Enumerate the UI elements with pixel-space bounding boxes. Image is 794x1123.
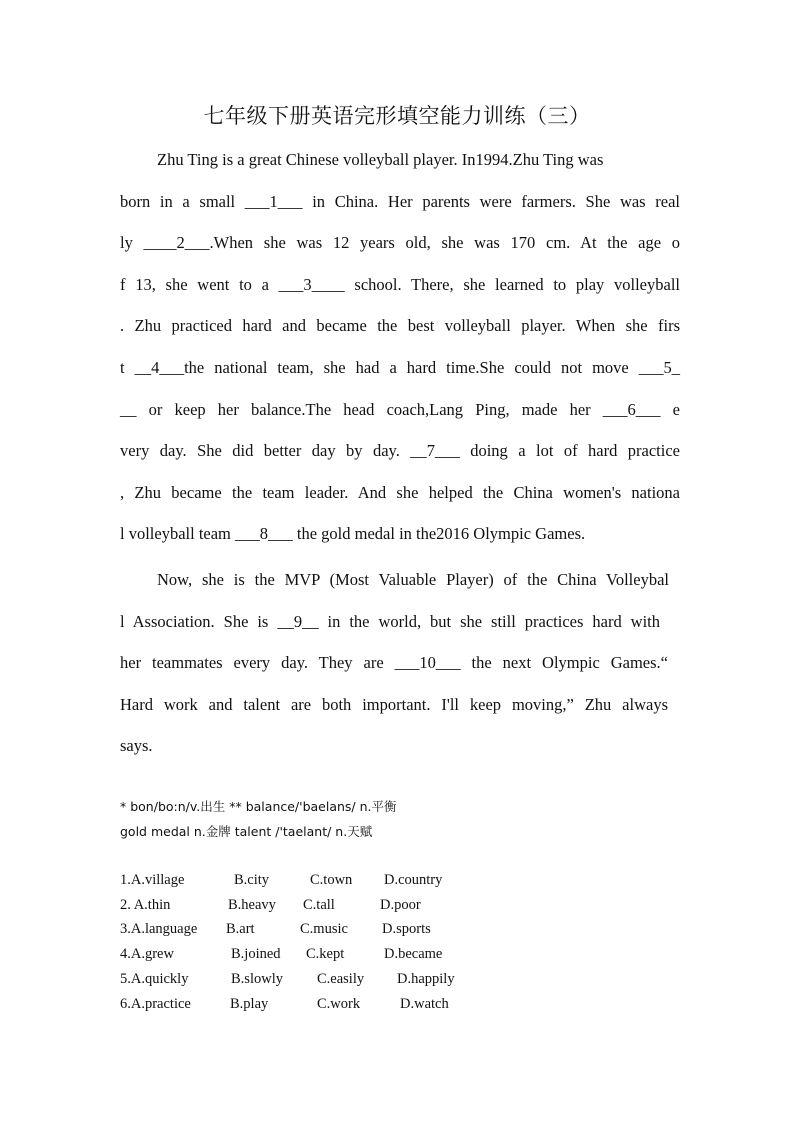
option-b: B.art <box>226 921 255 937</box>
option-b: B.joined <box>231 946 281 962</box>
option-a: 1.A.village <box>120 872 185 888</box>
vocab-note-2: gold medal n.金牌 talent /'taelant/ n.天赋 <box>120 824 373 839</box>
option-a: 6.A.practice <box>120 996 191 1012</box>
option-d: D.sports <box>382 921 431 937</box>
option-a: 3.A.language <box>120 921 198 937</box>
option-c: C.work <box>317 996 361 1012</box>
page-title: 七年级下册英语完形填空能力训练（三） <box>203 104 591 128</box>
vocab-note-1: * bon/bo:n/v.出生 ** balance/'baelans/ n.平衡 <box>120 799 397 814</box>
option-b: B.slowly <box>231 971 283 987</box>
option-b: B.heavy <box>228 897 276 913</box>
passage-line-13: her teammates every day. They are ___10___ the next Olympic Games.“ <box>120 653 668 672</box>
passage-line-11: Now, she is the MVP (Most Valuable Player) of the China Volleybal <box>157 570 669 589</box>
passage-line-10: l volleyball team ___8___ the gold medal in the2016 Olympic Games. <box>120 524 586 543</box>
passage-line-14: Hard work and talent are both important. I'll keep moving,” Zhu always <box>120 695 668 714</box>
option-c: C.tall <box>303 897 335 913</box>
passage-line-6: t __4___the national team, she had a hard time.She could not move ___5_ <box>120 358 680 377</box>
option-a: 4.A.grew <box>120 946 174 962</box>
passage-line-9: , Zhu became the team leader. And she helped the China women's nationa <box>120 483 680 502</box>
passage-line-2: born in a small ___1___ in China. Her parents were farmers. She was real <box>120 192 680 211</box>
passage-line-5: . Zhu practiced hard and became the best volleyball player. When she firs <box>120 316 680 335</box>
option-d: D.happily <box>397 971 455 987</box>
option-d: D.country <box>384 872 443 888</box>
option-a: 5.A.quickly <box>120 971 189 987</box>
passage-line-15: says. <box>120 736 153 755</box>
option-a: 2. A.thin <box>120 897 171 913</box>
option-b: B.city <box>234 872 270 888</box>
passage-line-7: __ or keep her balance.The head coach,Lang Ping, made her ___6___ e <box>120 400 680 419</box>
option-c: C.music <box>300 921 348 937</box>
option-b: B.play <box>230 996 269 1012</box>
option-c: C.town <box>310 872 353 888</box>
option-c: C.easily <box>317 971 365 987</box>
passage-line-1: Zhu Ting is a great Chinese volleyball player. In1994.Zhu Ting was <box>157 150 604 169</box>
passage-line-12: l Association. She is __9__ in the world, but she still practices hard with <box>120 612 660 631</box>
passage-line-8: very day. She did better day by day. __7___ doing a lot of hard practice <box>120 441 680 460</box>
option-d: D.poor <box>380 897 421 913</box>
option-d: D.watch <box>400 996 449 1012</box>
passage-line-4: f 13, she went to a ___3____ school. There, she learned to play volleyball <box>120 275 680 294</box>
option-d: D.became <box>384 946 443 962</box>
passage-line-3: ly ____2___.When she was 12 years old, she was 170 cm. At the age o <box>120 233 680 252</box>
option-c: C.kept <box>306 946 345 962</box>
